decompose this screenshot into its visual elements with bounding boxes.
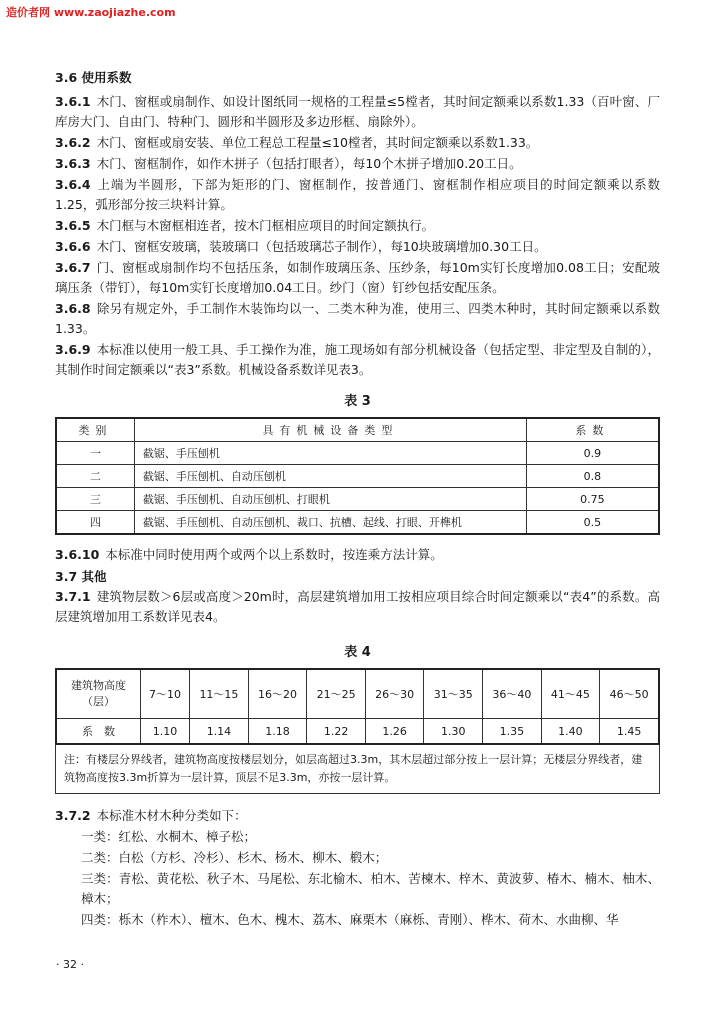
cell-equipment: 截锯、手压刨机、自动压刨机、打眼机 [134,488,526,511]
cell-equipment: 截锯、手压刨机、自动压刨机、裁口、抗槽、起线、打眼、开榫机 [134,511,526,535]
paragraph-number: 3.6.7 [55,260,91,275]
table-row-coefficients [56,719,659,745]
cell-coefficient: 1.26 [365,719,424,745]
paragraph-text: 本标准中同时使用两个或两个以上系数时，按连乘方法计算。 [105,547,443,562]
cell-category: 二 [56,465,134,488]
paragraph-text: 建筑物层数＞6层或高度＞20m时，高层建筑增加用工按相应项目综合时间定额乘以“表4”的系数。高层建筑增加用工系数详见表4。 [55,589,660,624]
paragraph-text: 木门、窗框或扇制作、如设计图纸同一规格的工程量≤5樘者，其时间定额乘以系数1.33（百叶窗、厂库房大门、自由门、特种门、圆形和半圆形及多边形框、扇除外）。 [55,94,660,129]
cell-equipment: 截锯、手压刨机、自动压刨机 [134,465,526,488]
row-label-height [56,669,140,719]
table-row [56,488,659,511]
paragraph [55,175,660,215]
table-4-note: 注：有楼层分界线者，建筑物高度按楼层划分，如层高超过3.3m，其木层超过部分按上一层计算；无楼层分界线者，建筑物高度按3.3m折算为一层计算，顶层不足3.3m，亦按一层计算。 [55,745,660,794]
section-3-6-paragraphs [55,92,660,380]
cell-range: 11～15 [190,669,249,719]
cell-category: 三 [56,488,134,511]
cell-coefficient: 0.75 [526,488,659,511]
paragraph-text: 木门、窗框制作，如作木拼子（包括打眼者），每10个木拼子增加0.20工日。 [96,156,522,171]
cell-range: 16～20 [248,669,307,719]
cell-coefficient: 1.18 [248,719,307,745]
paragraph-text: 除另有规定外，手工制作木装饰均以一、二类木种为准，使用三、四类木种时，其时间定额乘以系数1.33。 [55,301,660,336]
row-label-coefficient: 系 数 [56,719,140,745]
paragraph [55,587,660,627]
table-4-caption: 表 4 [344,645,371,660]
paragraph-number: 3.7.2 [55,808,91,823]
table-4 [55,668,660,745]
list-item: 三类：青松、黄花松、秋子木、马尾松、东北榆木、柏木、苦楝木、梓木、黄波萝、椿木、楠木、柚木、樟木； [81,871,660,906]
header-equipment: 具有机械设备类型 [134,418,526,442]
paragraph [55,154,660,174]
page-content [55,68,660,931]
cell-coefficient: 0.5 [526,511,659,535]
wood-classification [55,806,660,930]
paragraph [55,545,660,565]
watermark: 造价者网 www.zaojiazhe.com [6,6,176,19]
paragraph [55,258,660,298]
cell-category: 四 [56,511,134,535]
paragraph [55,237,660,257]
cell-range: 26～30 [365,669,424,719]
header-coefficient: 系数 [526,418,659,442]
cell-coefficient: 1.22 [307,719,366,745]
section-title-3-6: 3.6 使用系数 [55,70,132,85]
cell-range: 21～25 [307,669,366,719]
paragraph-text: 本标准木材木种分类如下： [96,808,247,823]
cell-range: 7～10 [140,669,189,719]
table-3-caption: 表 3 [344,394,371,409]
header-category: 类别 [56,418,134,442]
paragraph-number: 3.6.10 [55,547,100,562]
paragraph [55,216,660,236]
paragraph-number: 3.6.4 [55,177,91,192]
paragraph [55,133,660,153]
paragraph [55,340,660,380]
list-item: 一类：红松、水桐木、樟子松； [81,829,257,844]
paragraph-number: 3.6.6 [55,239,91,254]
cell-range: 36～40 [483,669,542,719]
table-row [56,511,659,535]
paragraph-text: 木门框与木窗框相连者，按木门框相应项目的时间定额执行。 [96,218,435,233]
paragraph-number: 3.6.1 [55,94,91,109]
cell-coefficient: 1.10 [140,719,189,745]
cell-category: 一 [56,442,134,465]
list-item: 二类：白松（方杉、冷杉）、杉木、杨木、柳木、椴木； [81,850,388,865]
cell-range: 41～45 [541,669,600,719]
cell-coefficient: 1.14 [190,719,249,745]
paragraph-number: 3.7.1 [55,589,91,604]
table-header-row [56,418,659,442]
paragraph [55,299,660,339]
cell-coefficient: 0.8 [526,465,659,488]
cell-coefficient: 0.9 [526,442,659,465]
paragraph-text: 门、窗框或扇制作均不包括压条，如制作玻璃压条、压纱条，每10m实钉长度增加0.08工日；安配玻璃压条（带钉），每10m实钉长度增加0.04工日。纱门（窗）钉纱包括安配压条。 [55,260,660,295]
cell-coefficient: 1.45 [600,719,659,745]
table-3 [55,417,660,535]
cell-range: 31～35 [424,669,483,719]
cell-range: 46～50 [600,669,659,719]
table-row [56,442,659,465]
paragraph-number: 3.6.3 [55,156,91,171]
paragraph [55,806,660,826]
row-label-height-a: 建筑物高度 [70,679,126,692]
paragraph-text: 木门、窗框安玻璃，装玻璃口（包括玻璃芯子制作），每10块玻璃增加0.30工日。 [96,239,547,254]
table-row [56,465,659,488]
row-label-height-b: （层） [81,695,115,708]
table-row-heights [56,669,659,719]
cell-equipment: 截锯、手压刨机 [134,442,526,465]
paragraph-text: 木门、窗框或扇安装、单位工程总工程量≤10樘者，其时间定额乘以系数1.33。 [96,135,539,150]
paragraph-number: 3.6.9 [55,342,91,357]
paragraph [55,92,660,132]
paragraph-number: 3.6.2 [55,135,91,150]
section-title-3-7: 3.7 其他 [55,569,107,584]
paragraph-text: 上端为半圆形，下部为矩形的门、窗框制作，按普通门、窗框制作相应项目的时间定额乘以系数1.25，弧形部分按三块料计算。 [55,177,660,212]
paragraph-text: 本标准以使用一般工具、手工操作为准，施工现场如有部分机械设备（包括定型、非定型及自制的），其制作时间定额乘以“表3”系数。机械设备系数详见表3。 [55,342,660,377]
cell-coefficient: 1.35 [483,719,542,745]
cell-coefficient: 1.40 [541,719,600,745]
page-number: · 32 · [56,958,84,971]
paragraph-number: 3.6.8 [55,301,91,316]
cell-coefficient: 1.30 [424,719,483,745]
paragraph-number: 3.6.5 [55,218,91,233]
list-item: 四类：栎木（柞木）、檀木、色木、槐木、荔木、麻栗木（麻栎、青刚）、桦木、荷木、水曲柳、华 [81,912,619,927]
